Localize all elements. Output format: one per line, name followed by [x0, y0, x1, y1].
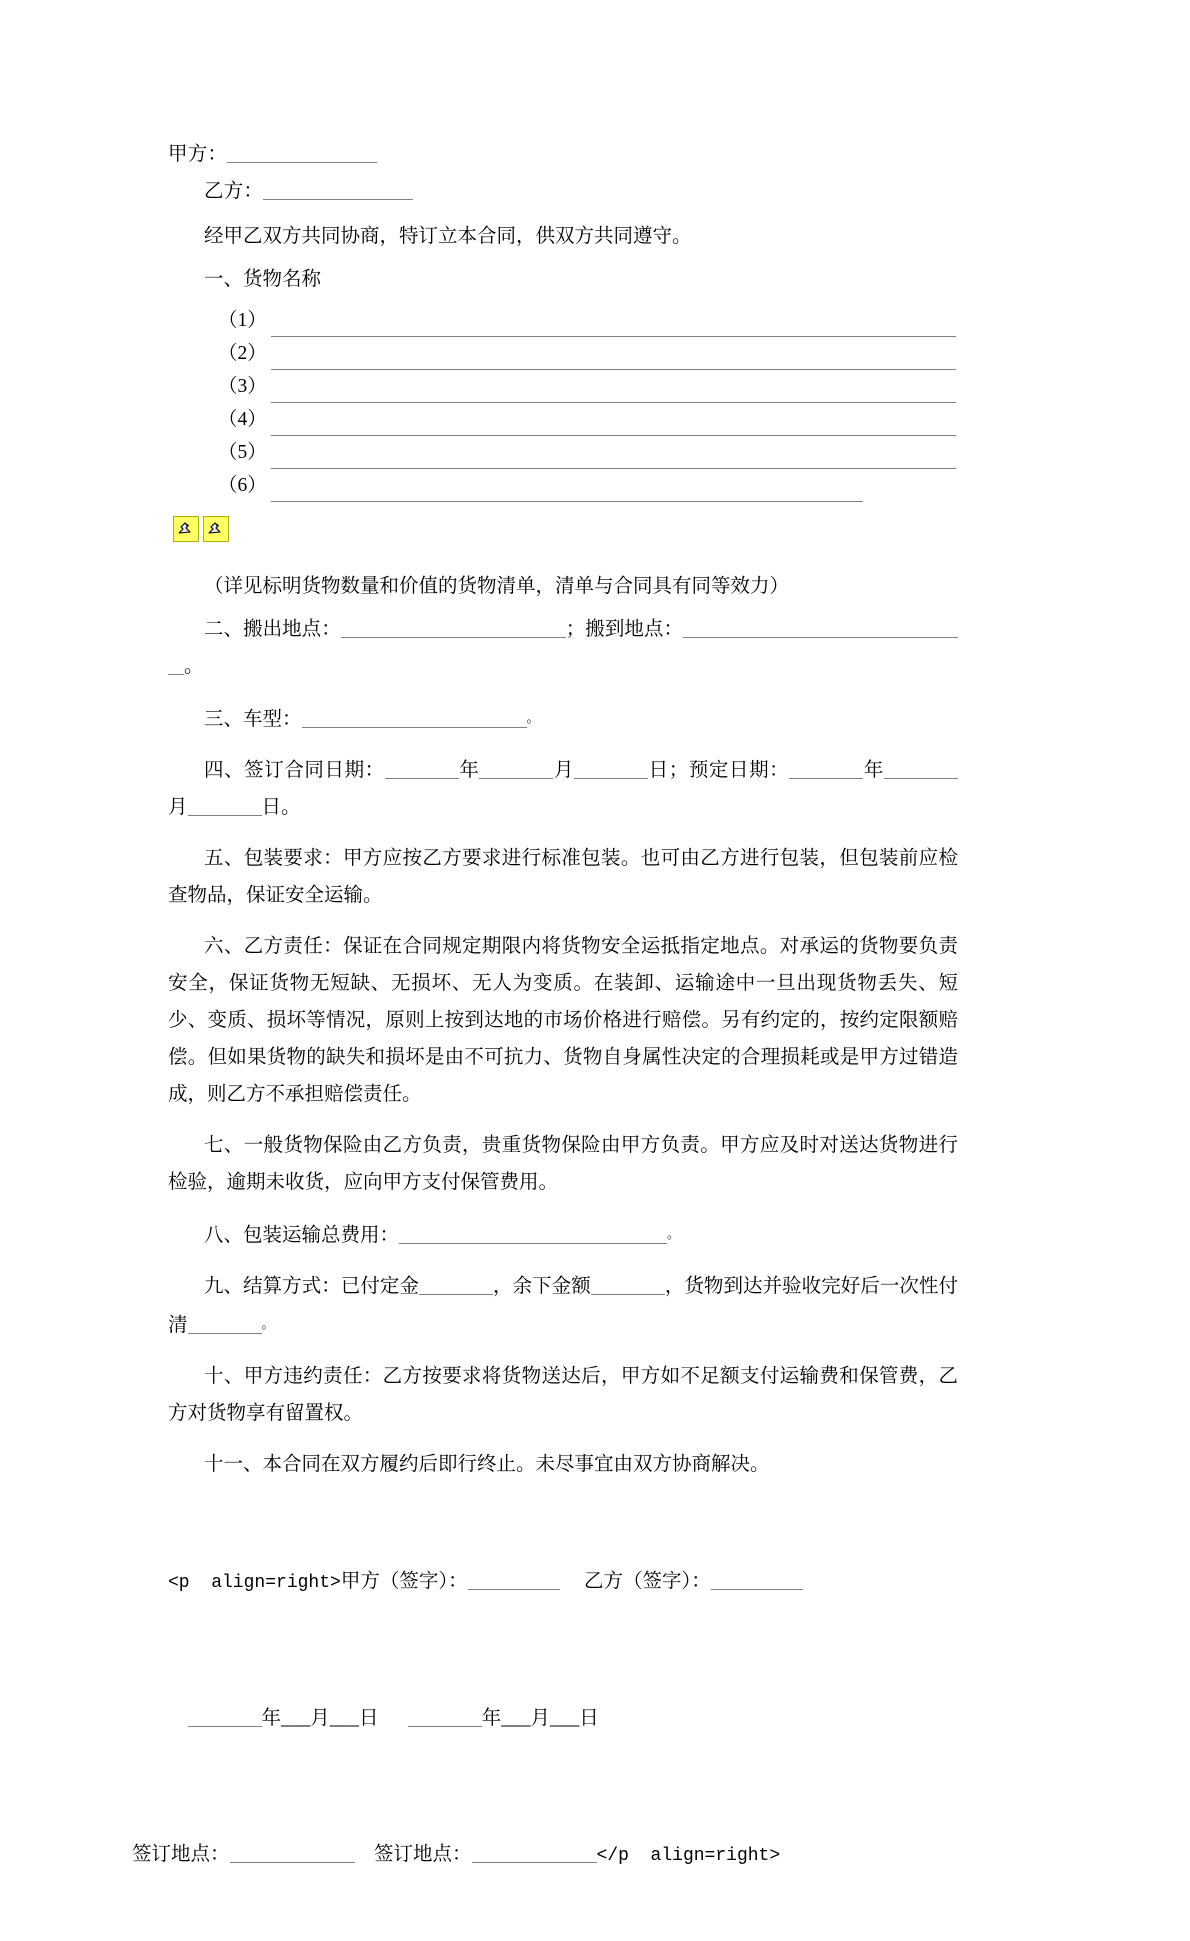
section9-remainder-blank[interactable]	[591, 1277, 665, 1295]
party-a-signature-blank[interactable]	[468, 1572, 560, 1590]
section9-label: 九、结算方式：已付定金	[204, 1276, 419, 1297]
party-b-signature-blank[interactable]	[711, 1572, 803, 1590]
section4-day2-blank[interactable]	[188, 798, 262, 816]
intro-paragraph: 经甲乙双方共同协商，特订立本合同，供双方共同遵守。	[204, 226, 692, 247]
goods-item-row	[168, 304, 958, 337]
section2-to-blank-wrap[interactable]	[168, 657, 184, 675]
section4-year: 年	[458, 760, 480, 781]
section5-paragraph: 五、包装要求：甲方应按乙方要求进行标准包装。也可由乙方进行包装，但包装前应检查物品，保证安全运输。	[168, 848, 958, 906]
section9-line	[168, 1268, 958, 1344]
section2-label-from: 二、搬出地点：	[204, 619, 341, 640]
section8-line	[168, 1215, 958, 1254]
goods-item-blank[interactable]	[271, 314, 956, 337]
place-b-label: 签订地点：	[374, 1844, 472, 1865]
party-b-line	[168, 173, 958, 210]
section8-tail: 。	[667, 1226, 681, 1241]
section9-tail: 。	[261, 1316, 275, 1331]
goods-item-row	[168, 436, 958, 469]
goods-item-row	[168, 469, 958, 502]
party-b-label: 乙方：	[204, 181, 264, 202]
goods-item-blank[interactable]	[271, 347, 956, 370]
signature-dates-line	[168, 1702, 958, 1736]
party-a-label: 甲方：	[168, 144, 228, 165]
broken-image-placeholder-group	[168, 516, 958, 542]
goods-item-blank[interactable]	[271, 479, 863, 502]
section3-blank[interactable]	[302, 710, 527, 728]
sig-spacer	[560, 1571, 584, 1592]
document-body	[132, 136, 958, 1941]
section9-mid2: ，货物到达并验收完好后一次性付清	[168, 1276, 958, 1336]
date-b-text: 年___月___日	[481, 1708, 599, 1729]
broken-image-icon	[173, 516, 199, 542]
goods-item-row	[168, 370, 958, 403]
goods-item-number: （2）	[218, 343, 267, 364]
broken-image-icon	[203, 516, 229, 542]
party-b-blank[interactable]	[263, 182, 413, 200]
section1-heading: 一、货物名称	[204, 269, 322, 290]
raw-close-tag: </p align=right>	[596, 1846, 781, 1866]
goods-item-row	[168, 403, 958, 436]
goods-item-number: （1）	[218, 310, 267, 331]
section4-month2-blank[interactable]	[884, 761, 958, 779]
place-a-label: 签订地点：	[132, 1844, 230, 1865]
section2-tail: 。	[184, 656, 204, 677]
section3-label: 三、车型：	[204, 709, 302, 730]
section3-tail: 。	[526, 710, 540, 725]
sig-spacer2	[379, 1708, 408, 1729]
goods-item-blank[interactable]	[271, 380, 956, 403]
goods-item-row	[168, 337, 958, 370]
section8-blank[interactable]	[399, 1226, 667, 1244]
date-indent	[168, 1708, 188, 1729]
section4-line	[168, 752, 958, 826]
section4-month2: 月	[168, 797, 188, 818]
section3-line	[168, 699, 958, 738]
goods-item-number: （3）	[218, 376, 267, 397]
section7-paragraph: 七、一般货物保险由乙方负责，贵重货物保险由甲方负责。甲方应及时对送达货物进行检验，逾期未收货，应向甲方支付保管费用。	[168, 1135, 958, 1193]
sig-spacer3	[355, 1844, 375, 1865]
goods-item-number: （4）	[218, 409, 267, 430]
section4-year2: 年	[863, 760, 884, 781]
date-a-year-blank[interactable]	[188, 1709, 262, 1727]
section8-label: 八、包装运输总费用：	[204, 1225, 400, 1246]
party-a-line	[168, 136, 958, 173]
goods-item-blank[interactable]	[271, 446, 956, 469]
section2-label-to: 搬到地点：	[585, 619, 683, 640]
section4-month-blank[interactable]	[479, 761, 553, 779]
section2-from-blank[interactable]	[341, 620, 566, 638]
goods-item-number: （5）	[218, 442, 267, 463]
date-a-text: 年___月___日	[261, 1708, 379, 1729]
section9-deposit-blank[interactable]	[419, 1277, 493, 1295]
place-a-blank[interactable]	[230, 1845, 355, 1863]
section11-paragraph: 十一、本合同在双方履约后即行终止。未尽事宜由双方协商解决。	[204, 1454, 770, 1475]
section4-day: 日；	[648, 760, 689, 781]
signature-names-line	[168, 1565, 958, 1600]
section2-to-blank[interactable]	[683, 620, 958, 638]
section2-line	[168, 611, 958, 685]
section4-year2-blank[interactable]	[789, 761, 863, 779]
section9-mid1: ，余下金额	[493, 1276, 591, 1297]
party-a-blank[interactable]	[227, 145, 377, 163]
party-a-signature-label: 甲方（签字）：	[340, 1571, 468, 1592]
section6-paragraph: 六、乙方责任：保证在合同规定期限内将货物安全运抵指定地点。对承运的货物要负责安全，保证货物无短缺、无损坏、无人为变质。在装卸、运输途中一旦出现货物丢失、短少、变质、损坏等情况，原则上按到达地的市场价格进行赔偿。另有约定的，按约定限额赔偿。但如果货物的缺失和损坏是由不可抗力、货物自身属性决定的合理损耗或是甲方过错造成，则乙方不承担赔偿责任。	[168, 936, 958, 1105]
section4-label: 四、签订合同日期：	[204, 760, 385, 781]
section9-final-blank[interactable]	[188, 1316, 262, 1334]
section4-day-blank[interactable]	[574, 761, 648, 779]
place-b-blank[interactable]	[472, 1845, 597, 1863]
section4-day2: 日。	[261, 797, 301, 818]
section10-paragraph: 十、甲方违约责任：乙方按要求将货物送达后，甲方如不足额支付运输费和保管费，乙方对货物享有留置权。	[168, 1366, 958, 1424]
section4-month: 月	[553, 760, 575, 781]
signature-places-line	[132, 1838, 958, 1873]
goods-item-blank[interactable]	[271, 413, 956, 436]
signature-block	[132, 1497, 958, 1941]
section1-note: （详见标明货物数量和价值的货物清单，清单与合同具有同等效力）	[204, 576, 790, 597]
section2-separator: ；	[565, 619, 586, 640]
section4-year-blank[interactable]	[385, 761, 459, 779]
section4-label2: 预定日期：	[688, 760, 790, 781]
raw-open-tag: <p align=right>	[168, 1573, 341, 1593]
date-b-year-blank[interactable]	[408, 1709, 482, 1727]
party-b-signature-label: 乙方（签字）：	[583, 1571, 711, 1592]
goods-item-number: （6）	[218, 475, 267, 496]
